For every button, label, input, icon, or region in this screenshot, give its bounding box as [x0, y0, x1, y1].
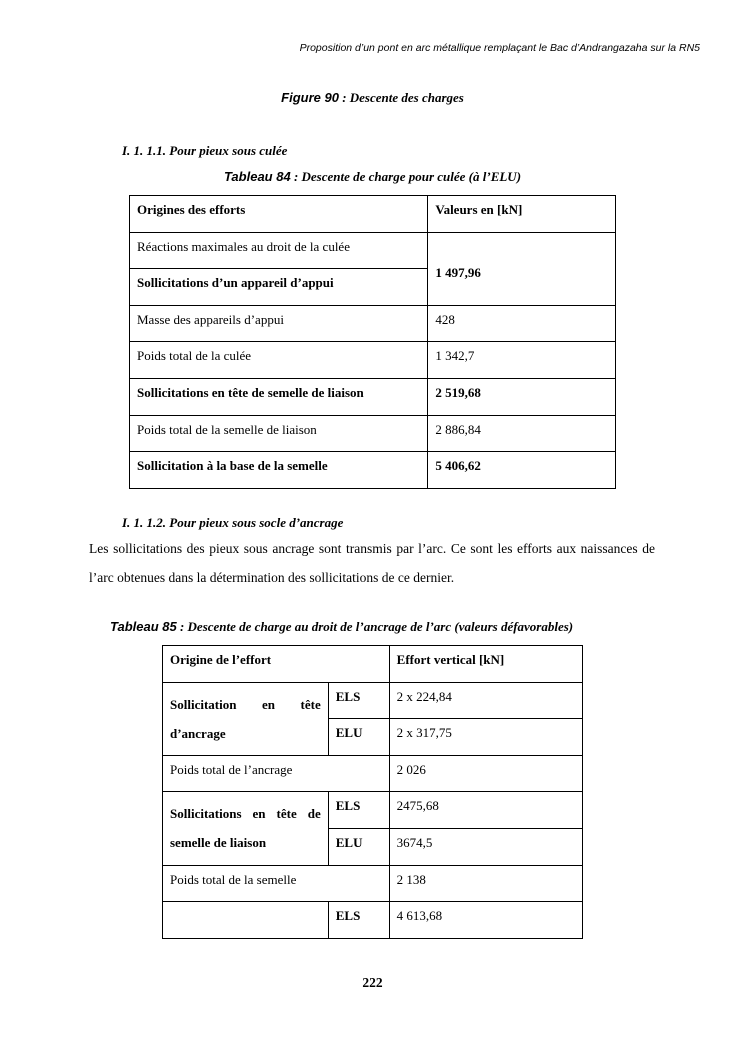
table84-cell-origin: Sollicitation à la base de la semelle: [130, 452, 428, 489]
table85-caption-text: : Descente de charge au droit de l’ancrage de l’arc (valeurs défavorables): [176, 619, 574, 634]
table-row: [130, 378, 616, 415]
table85-label: Tableau 85: [110, 619, 177, 634]
sollicitation-ancrage-line1: [170, 690, 321, 719]
table85-cell-sollicitation-ancrage: [163, 682, 329, 755]
sollicitation-ancrage-line2: d’ancrage: [170, 725, 226, 741]
table84-cell-value: 1 497,96: [428, 232, 616, 305]
table-row: [163, 792, 583, 829]
table84: [129, 195, 616, 489]
table85-cell-value: 2475,68: [389, 792, 582, 829]
table-row: [130, 232, 616, 269]
table85-header-origin: Origine de l’effort: [163, 646, 390, 683]
table84-caption-text: : Descente de charge pour culée (à l’ELU): [290, 169, 522, 184]
table84-cell-value: 2 886,84: [428, 415, 616, 452]
table-row: [163, 865, 583, 902]
table85-cell-elu: ELU: [328, 719, 389, 756]
table-row: [163, 646, 583, 683]
table85-cell-sollicitation-semelle: [163, 792, 329, 865]
table-row: [163, 902, 583, 939]
table85-cell-value: 2 x 224,84: [389, 682, 582, 719]
table85-cell-els: ELS: [328, 792, 389, 829]
table85-cell-els: ELS: [328, 902, 389, 939]
table84-label: Tableau 84: [223, 169, 291, 184]
page-number: 222: [362, 975, 383, 990]
table84-cell-origin: Sollicitations en tête de semelle de liaison: [130, 378, 428, 415]
figure-caption: [0, 90, 745, 106]
table-row: [130, 196, 616, 233]
table84-cell-origin: Masse des appareils d’appui: [130, 305, 428, 342]
table-row: [163, 755, 583, 792]
sollicitation-semelle-line1: Sollicitations en tête de: [170, 806, 321, 822]
word: tête: [300, 696, 321, 712]
table84-cell-value: 1 342,7: [428, 342, 616, 379]
table84-cell-origin: Poids total de la semelle de liaison: [130, 415, 428, 452]
table85-cell-value: 4 613,68: [389, 902, 582, 939]
table-row: [130, 452, 616, 489]
figure-caption-text: : Descente des charges: [338, 90, 464, 105]
figure-label: Figure 90: [281, 90, 339, 105]
section-heading-ancrage: I. 1. 1.2. Pour pieux sous socle d’ancrage: [122, 515, 344, 530]
table85-cell-empty: [163, 902, 329, 939]
table85-cell-poids-ancrage: Poids total de l’ancrage: [163, 755, 390, 792]
table85-cell-elu: ELU: [328, 828, 389, 865]
table85-cell-value: 2 x 317,75: [389, 719, 582, 756]
table84-cell-origin: Sollicitations d’un appareil d’appui: [130, 269, 428, 306]
table-row: [130, 415, 616, 452]
table85-header-value: Effort vertical [kN]: [389, 646, 582, 683]
table84-cell-origin: Poids total de la culée: [130, 342, 428, 379]
table84-cell-value: 5 406,62: [428, 452, 616, 489]
table85: [162, 645, 583, 939]
table-row: [130, 305, 616, 342]
table85-cell-poids-semelle: Poids total de la semelle: [163, 865, 390, 902]
table84-cell-value: 428: [428, 305, 616, 342]
table-row: [163, 682, 583, 719]
page-header: Proposition d’un pont en arc métallique remplaçant le Bac d’Andrangazaha sur la RN5: [299, 42, 700, 54]
table84-header-origin: Origines des efforts: [130, 196, 428, 233]
table85-caption: [110, 619, 573, 635]
table-row: [130, 342, 616, 379]
table85-cell-value: 3674,5: [389, 828, 582, 865]
body-paragraph: Les sollicitations des pieux sous ancrage sont transmis par l’arc. Ce sont les efforts aux naissances de l’arc obtenues dans la détermination des sollicitations de ce dernier.: [89, 541, 655, 585]
sollicitation-semelle-line2: semelle de liaison: [170, 835, 267, 851]
table84-header-value: Valeurs en [kN]: [428, 196, 616, 233]
table85-cell-value: 2 138: [389, 865, 582, 902]
table85-cell-els: ELS: [328, 682, 389, 719]
table84-caption: [0, 169, 745, 185]
table84-cell-value: 2 519,68: [428, 378, 616, 415]
word: Sollicitation: [170, 696, 237, 712]
table84-cell-origin: Réactions maximales au droit de la culée: [130, 232, 428, 269]
table85-cell-value: 2 026: [389, 755, 582, 792]
word: en: [262, 696, 275, 712]
section-heading-culee: I. 1. 1.1. Pour pieux sous culée: [122, 143, 288, 158]
